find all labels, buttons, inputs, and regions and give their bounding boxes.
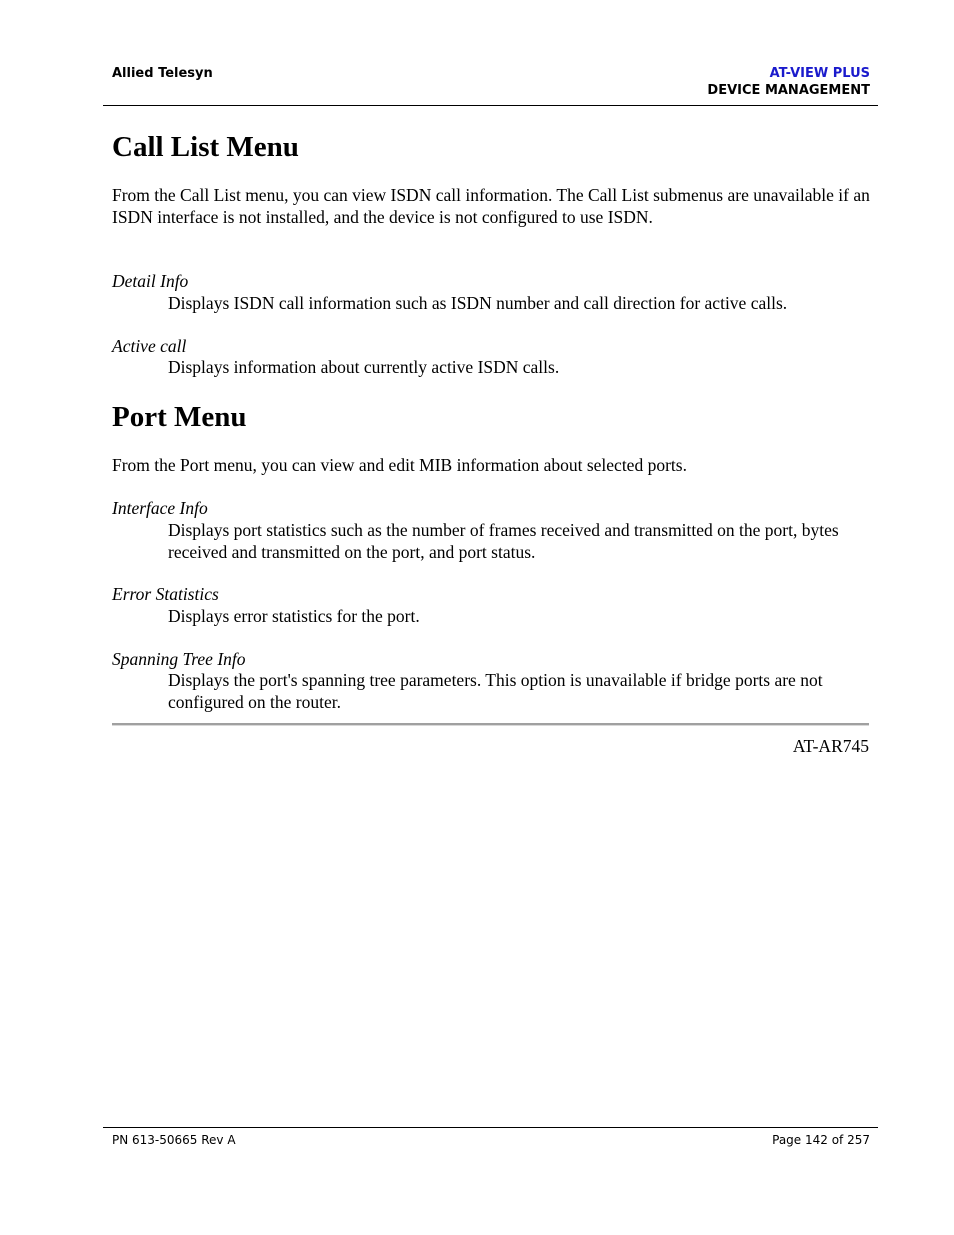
call-list-intro: From the Call List menu, you can view ISDN call information. The Call List submenus are unavailable if an ISDN interface is not installed, and the device is not configured to use ISDN.	[112, 185, 870, 227]
error-statistics-term: Error Statistics	[112, 584, 219, 604]
model-number: AT-AR745	[792, 736, 869, 756]
company-name: Allied Telesyn	[112, 66, 213, 81]
interface-info-description: Displays port statistics such as the number of frames received and transmitted on the port, bytes received and transmitted on the port, and port status.	[168, 520, 839, 562]
port-menu-heading: Port Menu	[112, 401, 247, 433]
page-number: Page 142 of 257	[772, 1133, 870, 1147]
spanning-tree-info-description: Displays the port's spanning tree parameters. This option is unavailable if bridge ports are not configured on the router.	[168, 670, 823, 712]
active-call-description: Displays information about currently active ISDN calls.	[168, 357, 560, 377]
section-name: DEVICE MANAGEMENT	[707, 83, 870, 98]
interface-info-term: Interface Info	[112, 498, 208, 518]
product-name: AT-VIEW PLUS	[769, 66, 870, 81]
section-divider	[112, 723, 869, 726]
port-menu-intro: From the Port menu, you can view and edit MIB information about selected ports.	[112, 455, 687, 475]
error-statistics-description: Displays error statistics for the port.	[168, 606, 420, 626]
detail-info-description: Displays ISDN call information such as ISDN number and call direction for active calls.	[168, 293, 788, 313]
detail-info-term: Detail Info	[112, 271, 189, 291]
spanning-tree-info-term: Spanning Tree Info	[112, 649, 246, 669]
page-footer	[103, 1127, 878, 1152]
part-number: PN 613-50665 Rev A	[112, 1133, 236, 1147]
active-call-term: Active call	[112, 336, 187, 356]
page-header	[103, 64, 878, 106]
call-list-heading: Call List Menu	[112, 131, 299, 163]
